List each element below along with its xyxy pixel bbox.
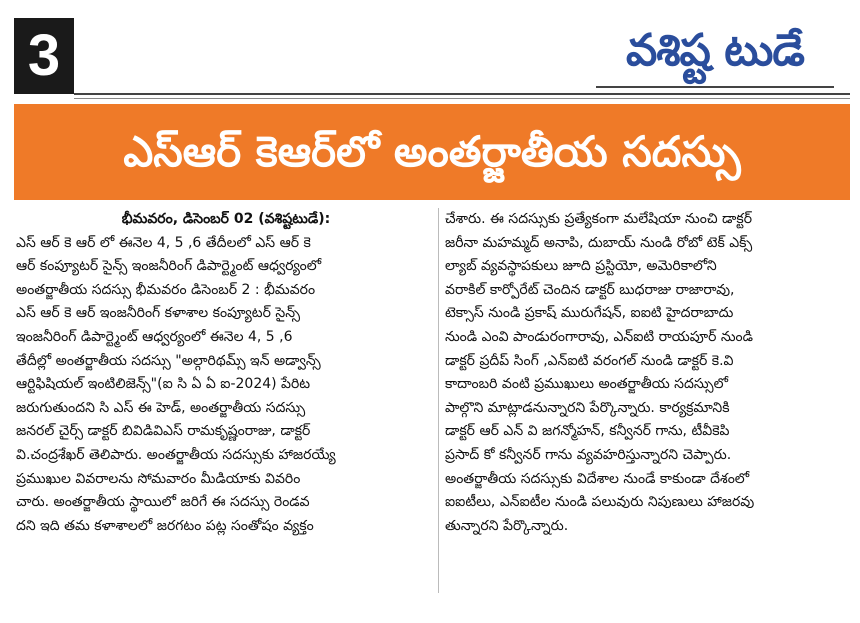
article-line: జరుగుతుందని సి ఎస్ ఈ హెడ్, అంతర్జాతీయ సదస్సు xyxy=(16,399,306,416)
article-line: డాక్టర్ ఆర్ ఎన్ వి జగన్మోహన్, కన్వీనర్ గాను, టీవీకెపి xyxy=(445,423,730,440)
article-line: తున్నారని పేర్కొన్నారు. xyxy=(445,517,569,534)
article-line: నుండి ఎంవి పాండురంగారావు, ఎన్ఐటి రాయపూర్ నుండి xyxy=(445,328,754,345)
article-line: ప్రముఖుల వివరాలను సోమవారం మీడియాకు వివరిం xyxy=(16,470,301,487)
article-line: ఐఐటీలు, ఎన్ఐటీల నుండి పలువురు నిపుణులు హాజరవు xyxy=(445,494,755,511)
article-line: ఎస్ ఆర్ కె ఆర్ లో ఈనెల 4, 5 ,6 తేదీలలో ఎస్ ఆర్ కె xyxy=(16,234,311,251)
article-line: జనరల్ చైర్స్ డాక్టర్ బివిడివిఎస్ రామకృష్ణంరాజు, డాక్టర్ xyxy=(16,423,311,440)
column-divider xyxy=(438,208,439,593)
article-line: దని ఇది తమ కళాశాలలో జరగటం పట్ల సంతోషం వ్యక్తం xyxy=(16,517,314,534)
article-line: డాక్టర్ ప్రదీప్ సింగ్ ,ఎన్ఐటి వరంగల్ నుండి డాక్టర్ కె.వి xyxy=(445,352,734,369)
article-line: ఆర్ కంప్యూటర్ సైన్స్ ఇంజనీరింగ్ డిపార్ట్మెంట్ ఆధ్వర్యంలో xyxy=(16,258,322,275)
headline: ఎస్ఆర్ కెఆర్‌లో అంతర్జాతీయ సదస్సు xyxy=(14,104,850,200)
article-line: జరీనా మహమ్మద్ అనాపి, దుబాయ్ నుండి రోబో టెక్ ఎక్స్ xyxy=(445,234,753,251)
article-line: అంతర్జాతీయ సదస్సుకు విదేశాల నుండే కాకుండా దేశంలో xyxy=(445,470,750,487)
article-line: తేదీల్లో అంతర్జాతీయ సదస్సు "అల్గారిథమ్స్ ఇన్ అడ్వాన్స్ xyxy=(16,352,321,369)
article-line: టెక్సాస్ నుండి ప్రకాష్ మురుగేషన్, ఐఐటి హైదరాబాదు xyxy=(445,305,734,322)
article-line: కాదాంబరి వంటి ప్రముఖులు అంతర్జాతీయ సదస్సులో xyxy=(445,376,729,393)
article-line: ప్రసాద్ కో కన్వీనర్ గాను వ్యవహరిస్తున్నారని చెప్పారు. xyxy=(445,446,732,463)
article-column-right xyxy=(445,208,850,538)
article-line: చేశారు. ఈ సదస్సుకు ప్రత్యేకంగా మలేషియా నుంచి డాక్టర్ xyxy=(445,211,752,227)
article-line: అంతర్జాతీయ సదస్సు భీమవరం డిసెంబర్ 2 : భీమవరం xyxy=(16,281,316,298)
article-line: చారు. అంతర్జాతీయ స్థాయిలో జరిగే ఈ సదస్సు రెండవ xyxy=(16,494,310,511)
article-line: ల్యాబ్ వ్యవస్థాపకులు జూది ప్రస్టియో, అమెరికాలోని xyxy=(445,258,717,275)
article-line: వరాకిల్ కార్పోరేట్ చెందిన డాక్టర్ బుధరాజు రాజారావు, xyxy=(445,281,735,298)
article-line: ఇంజనీరింగ్ డిపార్ట్మెంట్ ఆధ్వర్యంలో ఈనెల 4, 5 ,6 xyxy=(16,328,293,345)
article-line: పాల్గొని మాట్లాడనున్నారని పేర్కొన్నారు. కార్యక్రమానికి xyxy=(445,399,730,416)
header-rule xyxy=(74,93,850,95)
article-line: వి.చంద్రశేఖర్ తెలిపారు. అంతర్జాతీయ సదస్సుకు హాజరయ్యే xyxy=(16,446,336,463)
article-line: ఎస్ ఆర్ కె ఆర్ ఇంజనీరింగ్ కళాశాల కంప్యూటర్ సైన్స్ xyxy=(16,305,301,322)
masthead-logo: వశిష్ట టుడే xyxy=(626,25,804,76)
masthead xyxy=(596,18,834,88)
byline: భీమవరం, డిసెంబర్ 02 (వశిష్టటుడే): xyxy=(121,211,331,227)
article-column-left xyxy=(16,208,436,538)
page-number-badge: 3 xyxy=(14,18,74,94)
article-line: ఆర్టిఫిషియల్ ఇంటిలిజెన్స్"(ఐ సి ఏ ఏ ఐ-2024) పేరిట xyxy=(16,376,311,393)
header-rule-thin xyxy=(74,98,850,99)
